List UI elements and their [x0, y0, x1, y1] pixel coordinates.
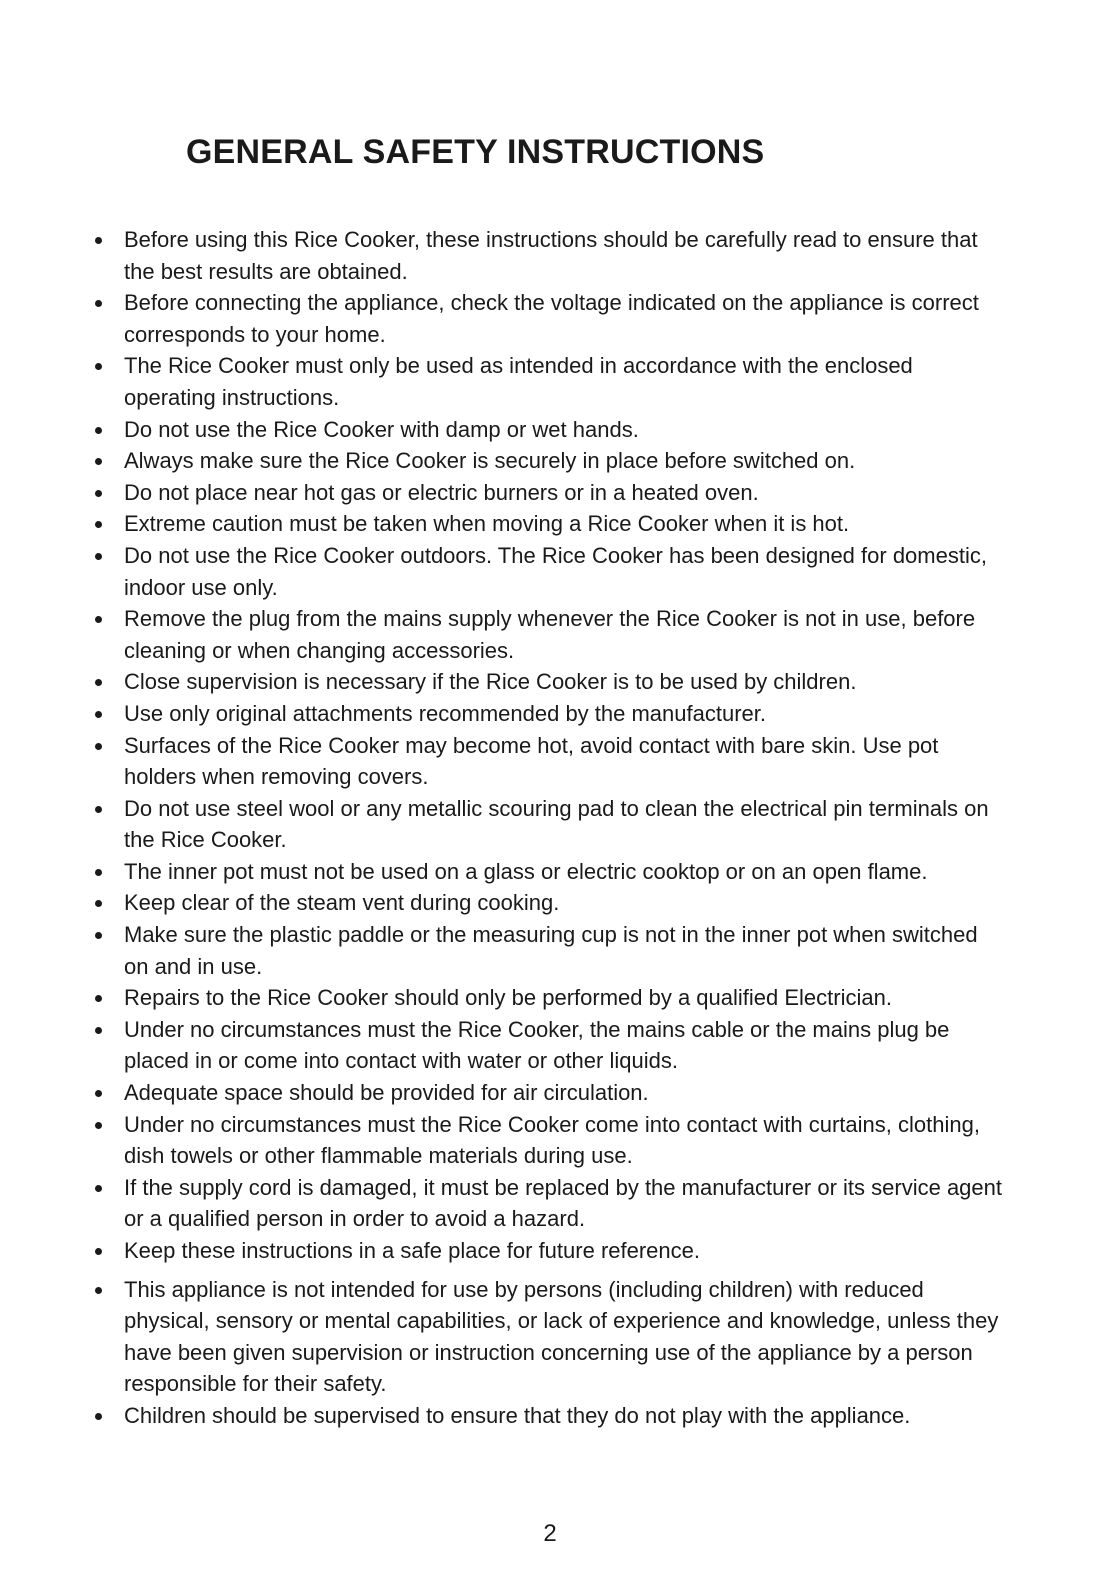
- safety-instructions-list: [0, 224, 1118, 1432]
- bullet-icon: [95, 743, 102, 750]
- list-item: [0, 540, 1118, 603]
- instruction-text: Adequate space should be provided for air circulation.: [124, 1080, 649, 1106]
- instruction-text: Before using this Rice Cooker, these instructions should be carefully read to ensure that the best results are obtained.: [124, 227, 978, 284]
- bullet-icon: [95, 363, 102, 370]
- list-item: [0, 603, 1118, 666]
- bullet-icon: [95, 1185, 102, 1192]
- instruction-text: Do not use the Rice Cooker outdoors. The Rice Cooker has been designed for domestic, indoor use only.: [124, 542, 987, 600]
- instruction-text: Under no circumstances must the Rice Cooker come into contact with curtains, clothing, dish towels or other flammable materials during use.: [124, 1111, 980, 1169]
- instruction-text: Use only original attachments recommended by the manufacturer.: [124, 700, 766, 726]
- list-item: [0, 793, 1118, 856]
- instruction-text: Do not use the Rice Cooker with damp or wet hands.: [124, 416, 639, 442]
- instruction-text: Make sure the plastic paddle or the measuring cup is not in the inner pot when switched on and in use.: [124, 922, 978, 979]
- instruction-text: Do not use steel wool or any metallic scouring pad to clean the electrical pin terminals on the Rice Cooker.: [124, 795, 989, 853]
- instruction-text: Before connecting the appliance, check the voltage indicated on the appliance is correct corresponds to your home.: [124, 290, 979, 347]
- list-item: [0, 856, 1118, 888]
- instruction-text: Repairs to the Rice Cooker should only be performed by a qualified Electrician.: [124, 985, 892, 1011]
- instruction-text: Remove the plug from the mains supply whenever the Rice Cooker is not in use, before cleaning or when changing accessories.: [124, 606, 976, 663]
- instruction-text: Children should be supervised to ensure that they do not play with the appliance.: [124, 1402, 911, 1428]
- bullet-icon: [95, 806, 102, 813]
- list-item: [0, 919, 1118, 982]
- instruction-text: Keep clear of the steam vent during cooking.: [124, 890, 560, 916]
- bullet-icon: [95, 1122, 102, 1129]
- bullet-icon: [95, 616, 102, 623]
- list-item: [0, 730, 1118, 793]
- instruction-text: Surfaces of the Rice Cooker may become hot, avoid contact with bare skin. Use pot holders when removing covers.: [124, 732, 939, 790]
- instruction-text: Do not place near hot gas or electric burners or in a heated oven.: [124, 479, 759, 505]
- instruction-text: The Rice Cooker must only be used as intended in accordance with the enclosed operating instructions.: [124, 353, 913, 410]
- instruction-text: Keep these instructions in a safe place for future reference.: [124, 1238, 700, 1263]
- instruction-text: The inner pot must not be used on a glass or electric cooktop or on an open flame.: [124, 858, 928, 884]
- page-number: 2: [543, 1520, 557, 1547]
- list-item: [0, 1109, 1118, 1172]
- list-item: [0, 1014, 1118, 1077]
- list-item: [0, 698, 1118, 730]
- bullet-icon: [95, 553, 102, 560]
- instruction-text: If the supply cord is damaged, it must be replaced by the manufacturer or its service agent or a qualified person in order to avoid a hazard.: [124, 1174, 1003, 1232]
- list-item: [0, 1077, 1118, 1109]
- list-item: [0, 1400, 1118, 1432]
- page-title: GENERAL SAFETY INSTRUCTIONS: [186, 133, 765, 171]
- bullet-icon: [95, 995, 102, 1002]
- list-item: [0, 224, 1118, 287]
- instruction-text: Extreme caution must be taken when moving a Rice Cooker when it is hot.: [124, 511, 850, 537]
- bullet-icon: [95, 869, 102, 876]
- bullet-icon: [95, 711, 102, 718]
- list-item: [0, 414, 1118, 446]
- list-item: [0, 1172, 1118, 1235]
- list-item: [0, 508, 1118, 540]
- bullet-icon: [95, 1413, 102, 1420]
- list-item: [0, 1235, 1118, 1267]
- bullet-icon: [95, 900, 102, 907]
- list-item: [0, 477, 1118, 509]
- bullet-icon: [95, 427, 102, 434]
- instruction-text: Always make sure the Rice Cooker is securely in place before switched on.: [124, 448, 856, 474]
- list-item: [0, 1274, 1118, 1400]
- instruction-text: This appliance is not intended for use by persons (including children) with reduced physical, sensory or mental capabilities, or lack of experience and knowledge, unless they have been given supervision or instruction concerning use of the appliance by a person responsible for their safety.: [124, 1276, 999, 1397]
- list-item: [0, 350, 1118, 413]
- list-item: [0, 666, 1118, 698]
- bullet-icon: [95, 1248, 102, 1255]
- bullet-icon: [95, 237, 102, 244]
- bullet-icon: [95, 1090, 102, 1097]
- bullet-icon: [95, 458, 102, 465]
- list-item: [0, 287, 1118, 350]
- bullet-icon: [95, 300, 102, 307]
- bullet-icon: [95, 521, 102, 528]
- list-item: [0, 445, 1118, 477]
- list-item: [0, 887, 1118, 919]
- bullet-icon: [95, 679, 102, 686]
- list-item: [0, 982, 1118, 1014]
- instruction-text: Close supervision is necessary if the Rice Cooker is to be used by children.: [124, 669, 857, 695]
- bullet-icon: [95, 490, 102, 497]
- bullet-icon: [95, 932, 102, 939]
- instruction-text: Under no circumstances must the Rice Cooker, the mains cable or the mains plug be placed in or come into contact with water or other liquids.: [124, 1016, 950, 1074]
- bullet-icon: [95, 1027, 102, 1034]
- bullet-icon: [95, 1287, 102, 1294]
